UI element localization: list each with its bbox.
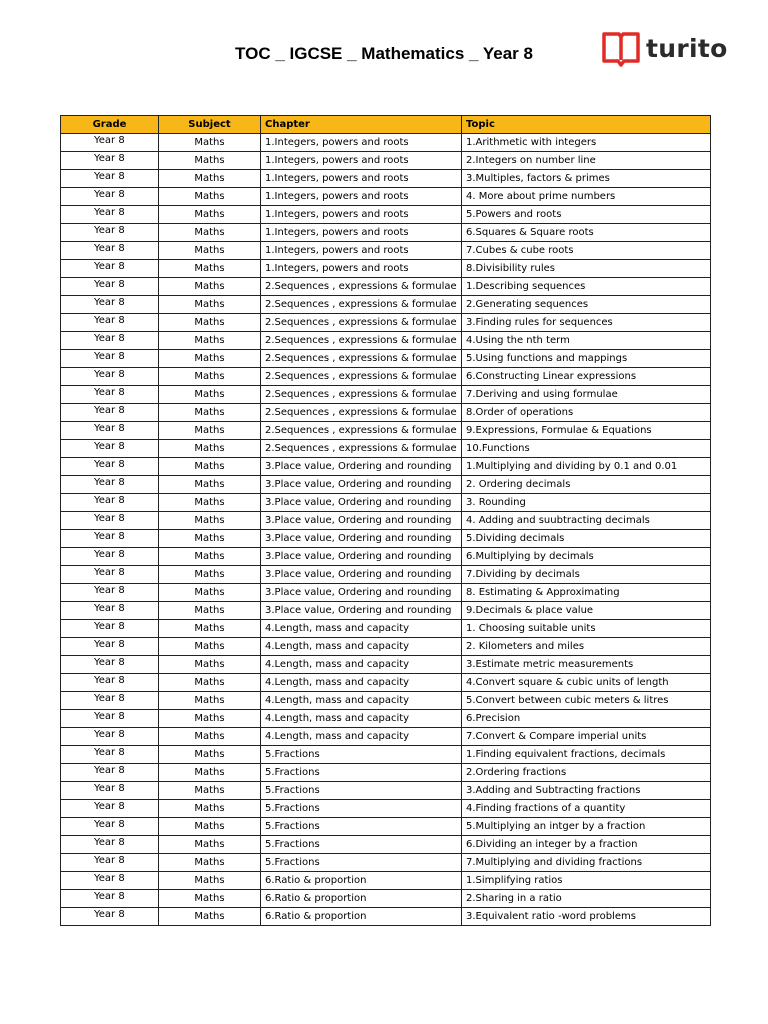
chapter-cell: 2.Sequences , expressions & formulae [261, 386, 462, 404]
topic-cell: 3. Rounding [462, 494, 711, 512]
topic-cell: 7.Deriving and using formulae [462, 386, 711, 404]
topic-cell: 2.Sharing in a ratio [462, 890, 711, 908]
topic-cell: 7.Multiplying and dividing fractions [462, 854, 711, 872]
grade-cell: Year 8 [61, 818, 159, 836]
table-body [61, 134, 711, 926]
topic-cell: 5.Powers and roots [462, 206, 711, 224]
table-row [61, 206, 711, 224]
topic-cell: 5.Dividing decimals [462, 530, 711, 548]
table-row [61, 188, 711, 206]
topic-cell: 8.Divisibility rules [462, 260, 711, 278]
topic-cell: 1.Multiplying and dividing by 0.1 and 0.01 [462, 458, 711, 476]
chapter-cell: 4.Length, mass and capacity [261, 710, 462, 728]
table-row [61, 152, 711, 170]
chapter-cell: 1.Integers, powers and roots [261, 188, 462, 206]
table-row [61, 566, 711, 584]
subject-cell: Maths [159, 188, 261, 206]
topic-cell: 3.Estimate metric measurements [462, 656, 711, 674]
subject-cell: Maths [159, 656, 261, 674]
grade-cell: Year 8 [61, 512, 159, 530]
subject-cell: Maths [159, 422, 261, 440]
book-logo-icon [600, 28, 642, 68]
subject-cell: Maths [159, 890, 261, 908]
chapter-cell: 3.Place value, Ordering and rounding [261, 602, 462, 620]
chapter-cell: 6.Ratio & proportion [261, 908, 462, 926]
table-row [61, 314, 711, 332]
grade-cell: Year 8 [61, 620, 159, 638]
chapter-cell: 6.Ratio & proportion [261, 872, 462, 890]
table-row [61, 224, 711, 242]
table-row [61, 242, 711, 260]
topic-cell: 9.Expressions, Formulae & Equations [462, 422, 711, 440]
table-row [61, 872, 711, 890]
grade-cell: Year 8 [61, 764, 159, 782]
chapter-cell: 1.Integers, powers and roots [261, 224, 462, 242]
topic-cell: 10.Functions [462, 440, 711, 458]
grade-cell: Year 8 [61, 494, 159, 512]
chapter-cell: 2.Sequences , expressions & formulae [261, 314, 462, 332]
subject-cell: Maths [159, 404, 261, 422]
topic-cell: 5.Using functions and mappings [462, 350, 711, 368]
grade-cell: Year 8 [61, 656, 159, 674]
subject-cell: Maths [159, 638, 261, 656]
chapter-cell: 2.Sequences , expressions & formulae [261, 440, 462, 458]
table-row [61, 368, 711, 386]
table-row [61, 404, 711, 422]
chapter-cell: 1.Integers, powers and roots [261, 134, 462, 152]
column-header-chapter: Chapter [261, 116, 462, 134]
subject-cell: Maths [159, 602, 261, 620]
subject-cell: Maths [159, 170, 261, 188]
chapter-cell: 1.Integers, powers and roots [261, 260, 462, 278]
chapter-cell: 4.Length, mass and capacity [261, 620, 462, 638]
table-row [61, 674, 711, 692]
grade-cell: Year 8 [61, 278, 159, 296]
topic-cell: 5.Convert between cubic meters & litres [462, 692, 711, 710]
table-header-row [61, 116, 711, 134]
subject-cell: Maths [159, 278, 261, 296]
subject-cell: Maths [159, 512, 261, 530]
topic-cell: 5.Multiplying an intger by a fraction [462, 818, 711, 836]
column-header-grade: Grade [61, 116, 159, 134]
topic-cell: 2. Ordering decimals [462, 476, 711, 494]
topic-cell: 1.Describing sequences [462, 278, 711, 296]
table-row [61, 458, 711, 476]
topic-cell: 6.Constructing Linear expressions [462, 368, 711, 386]
topic-cell: 6.Squares & Square roots [462, 224, 711, 242]
grade-cell: Year 8 [61, 242, 159, 260]
grade-cell: Year 8 [61, 638, 159, 656]
topic-cell: 1.Arithmetic with integers [462, 134, 711, 152]
topic-cell: 2. Kilometers and miles [462, 638, 711, 656]
chapter-cell: 4.Length, mass and capacity [261, 728, 462, 746]
subject-cell: Maths [159, 908, 261, 926]
grade-cell: Year 8 [61, 296, 159, 314]
table-row [61, 602, 711, 620]
subject-cell: Maths [159, 494, 261, 512]
table-row [61, 386, 711, 404]
chapter-cell: 4.Length, mass and capacity [261, 638, 462, 656]
subject-cell: Maths [159, 368, 261, 386]
table-row [61, 440, 711, 458]
grade-cell: Year 8 [61, 386, 159, 404]
chapter-cell: 3.Place value, Ordering and rounding [261, 476, 462, 494]
grade-cell: Year 8 [61, 530, 159, 548]
subject-cell: Maths [159, 350, 261, 368]
chapter-cell: 3.Place value, Ordering and rounding [261, 458, 462, 476]
grade-cell: Year 8 [61, 224, 159, 242]
turito-logo [600, 28, 728, 68]
chapter-cell: 2.Sequences , expressions & formulae [261, 404, 462, 422]
table-row [61, 728, 711, 746]
topic-cell: 9.Decimals & place value [462, 602, 711, 620]
grade-cell: Year 8 [61, 836, 159, 854]
subject-cell: Maths [159, 260, 261, 278]
grade-cell: Year 8 [61, 350, 159, 368]
table-row [61, 692, 711, 710]
chapter-cell: 1.Integers, powers and roots [261, 170, 462, 188]
toc-table [60, 115, 711, 926]
table-row [61, 638, 711, 656]
subject-cell: Maths [159, 692, 261, 710]
topic-cell: 4.Convert square & cubic units of length [462, 674, 711, 692]
topic-cell: 2.Integers on number line [462, 152, 711, 170]
subject-cell: Maths [159, 332, 261, 350]
subject-cell: Maths [159, 224, 261, 242]
table-row [61, 530, 711, 548]
grade-cell: Year 8 [61, 728, 159, 746]
grade-cell: Year 8 [61, 134, 159, 152]
topic-cell: 3.Finding rules for sequences [462, 314, 711, 332]
grade-cell: Year 8 [61, 800, 159, 818]
table-row [61, 890, 711, 908]
subject-cell: Maths [159, 296, 261, 314]
table-row [61, 170, 711, 188]
topic-cell: 4. More about prime numbers [462, 188, 711, 206]
topic-cell: 4.Finding fractions of a quantity [462, 800, 711, 818]
grade-cell: Year 8 [61, 746, 159, 764]
column-header-topic: Topic [462, 116, 711, 134]
grade-cell: Year 8 [61, 440, 159, 458]
table-row [61, 260, 711, 278]
chapter-cell: 5.Fractions [261, 854, 462, 872]
table-row [61, 422, 711, 440]
chapter-cell: 2.Sequences , expressions & formulae [261, 332, 462, 350]
subject-cell: Maths [159, 620, 261, 638]
subject-cell: Maths [159, 674, 261, 692]
subject-cell: Maths [159, 800, 261, 818]
grade-cell: Year 8 [61, 170, 159, 188]
grade-cell: Year 8 [61, 206, 159, 224]
topic-cell: 8. Estimating & Approximating [462, 584, 711, 602]
table-row [61, 800, 711, 818]
subject-cell: Maths [159, 134, 261, 152]
subject-cell: Maths [159, 152, 261, 170]
table-row [61, 854, 711, 872]
chapter-cell: 1.Integers, powers and roots [261, 242, 462, 260]
subject-cell: Maths [159, 818, 261, 836]
chapter-cell: 2.Sequences , expressions & formulae [261, 422, 462, 440]
topic-cell: 2.Ordering fractions [462, 764, 711, 782]
topic-cell: 2.Generating sequences [462, 296, 711, 314]
chapter-cell: 5.Fractions [261, 836, 462, 854]
table-row [61, 278, 711, 296]
subject-cell: Maths [159, 458, 261, 476]
grade-cell: Year 8 [61, 422, 159, 440]
table-row [61, 818, 711, 836]
subject-cell: Maths [159, 548, 261, 566]
topic-cell: 1. Choosing suitable units [462, 620, 711, 638]
chapter-cell: 4.Length, mass and capacity [261, 656, 462, 674]
topic-cell: 4.Using the nth term [462, 332, 711, 350]
topic-cell: 7.Convert & Compare imperial units [462, 728, 711, 746]
subject-cell: Maths [159, 386, 261, 404]
grade-cell: Year 8 [61, 602, 159, 620]
chapter-cell: 2.Sequences , expressions & formulae [261, 350, 462, 368]
subject-cell: Maths [159, 530, 261, 548]
grade-cell: Year 8 [61, 368, 159, 386]
topic-cell: 7.Dividing by decimals [462, 566, 711, 584]
topic-cell: 1.Finding equivalent fractions, decimals [462, 746, 711, 764]
subject-cell: Maths [159, 746, 261, 764]
page-title: TOC _ IGCSE _ Mathematics _ Year 8 [235, 44, 533, 63]
chapter-cell: 4.Length, mass and capacity [261, 692, 462, 710]
grade-cell: Year 8 [61, 152, 159, 170]
chapter-cell: 5.Fractions [261, 764, 462, 782]
grade-cell: Year 8 [61, 332, 159, 350]
table-row [61, 512, 711, 530]
chapter-cell: 3.Place value, Ordering and rounding [261, 512, 462, 530]
grade-cell: Year 8 [61, 314, 159, 332]
table-row [61, 134, 711, 152]
table-row [61, 332, 711, 350]
topic-cell: 4. Adding and suubtracting decimals [462, 512, 711, 530]
table-row [61, 656, 711, 674]
table-row [61, 782, 711, 800]
column-header-subject: Subject [159, 116, 261, 134]
grade-cell: Year 8 [61, 188, 159, 206]
chapter-cell: 5.Fractions [261, 782, 462, 800]
table-row [61, 476, 711, 494]
table-row [61, 584, 711, 602]
table-row [61, 620, 711, 638]
chapter-cell: 3.Place value, Ordering and rounding [261, 548, 462, 566]
chapter-cell: 4.Length, mass and capacity [261, 674, 462, 692]
chapter-cell: 5.Fractions [261, 818, 462, 836]
subject-cell: Maths [159, 440, 261, 458]
table-row [61, 836, 711, 854]
subject-cell: Maths [159, 314, 261, 332]
chapter-cell: 2.Sequences , expressions & formulae [261, 368, 462, 386]
grade-cell: Year 8 [61, 548, 159, 566]
chapter-cell: 3.Place value, Ordering and rounding [261, 494, 462, 512]
table-row [61, 908, 711, 926]
grade-cell: Year 8 [61, 872, 159, 890]
table-row [61, 350, 711, 368]
chapter-cell: 2.Sequences , expressions & formulae [261, 278, 462, 296]
topic-cell: 3.Adding and Subtracting fractions [462, 782, 711, 800]
subject-cell: Maths [159, 764, 261, 782]
subject-cell: Maths [159, 854, 261, 872]
chapter-cell: 2.Sequences , expressions & formulae [261, 296, 462, 314]
subject-cell: Maths [159, 566, 261, 584]
subject-cell: Maths [159, 872, 261, 890]
table-row [61, 746, 711, 764]
subject-cell: Maths [159, 584, 261, 602]
topic-cell: 7.Cubes & cube roots [462, 242, 711, 260]
topic-cell: 3.Equivalent ratio -word problems [462, 908, 711, 926]
grade-cell: Year 8 [61, 710, 159, 728]
grade-cell: Year 8 [61, 782, 159, 800]
grade-cell: Year 8 [61, 692, 159, 710]
topic-cell: 6.Precision [462, 710, 711, 728]
chapter-cell: 5.Fractions [261, 800, 462, 818]
grade-cell: Year 8 [61, 404, 159, 422]
subject-cell: Maths [159, 476, 261, 494]
grade-cell: Year 8 [61, 908, 159, 926]
grade-cell: Year 8 [61, 476, 159, 494]
grade-cell: Year 8 [61, 854, 159, 872]
subject-cell: Maths [159, 242, 261, 260]
subject-cell: Maths [159, 206, 261, 224]
chapter-cell: 6.Ratio & proportion [261, 890, 462, 908]
table-row [61, 548, 711, 566]
grade-cell: Year 8 [61, 458, 159, 476]
topic-cell: 6.Multiplying by decimals [462, 548, 711, 566]
logo-wordmark: turito [646, 33, 728, 63]
table-row [61, 494, 711, 512]
chapter-cell: 3.Place value, Ordering and rounding [261, 566, 462, 584]
table-row [61, 764, 711, 782]
grade-cell: Year 8 [61, 890, 159, 908]
subject-cell: Maths [159, 782, 261, 800]
topic-cell: 3.Multiples, factors & primes [462, 170, 711, 188]
grade-cell: Year 8 [61, 260, 159, 278]
subject-cell: Maths [159, 836, 261, 854]
grade-cell: Year 8 [61, 566, 159, 584]
chapter-cell: 5.Fractions [261, 746, 462, 764]
grade-cell: Year 8 [61, 674, 159, 692]
grade-cell: Year 8 [61, 584, 159, 602]
table-row [61, 296, 711, 314]
chapter-cell: 1.Integers, powers and roots [261, 152, 462, 170]
topic-cell: 1.Simplifying ratios [462, 872, 711, 890]
table-row [61, 710, 711, 728]
chapter-cell: 3.Place value, Ordering and rounding [261, 530, 462, 548]
subject-cell: Maths [159, 710, 261, 728]
subject-cell: Maths [159, 728, 261, 746]
chapter-cell: 3.Place value, Ordering and rounding [261, 584, 462, 602]
topic-cell: 8.Order of operations [462, 404, 711, 422]
topic-cell: 6.Dividing an integer by a fraction [462, 836, 711, 854]
chapter-cell: 1.Integers, powers and roots [261, 206, 462, 224]
